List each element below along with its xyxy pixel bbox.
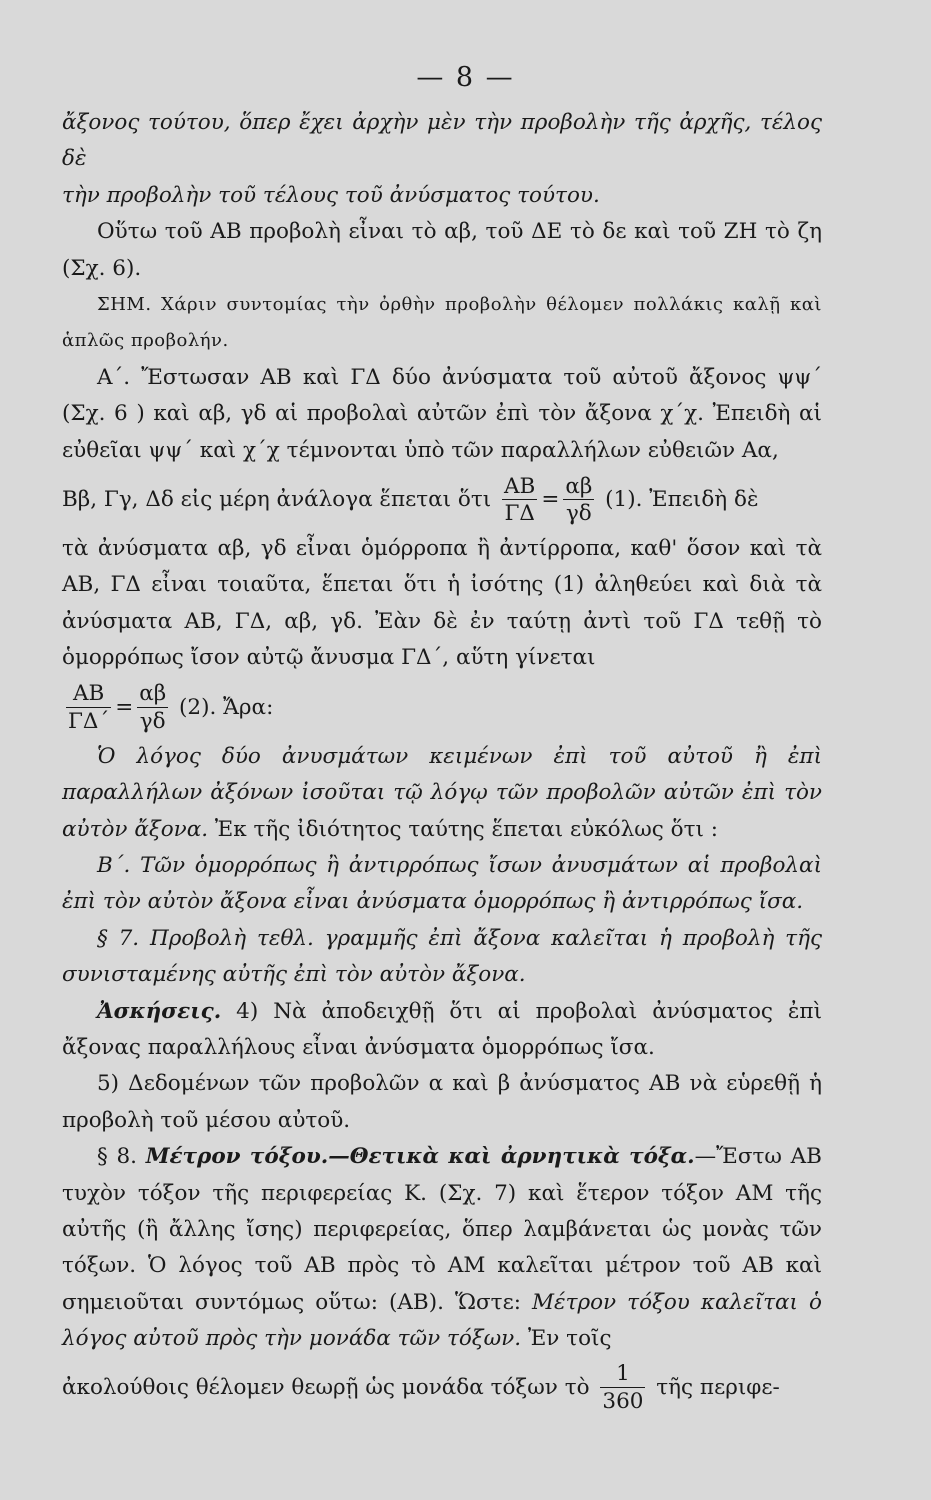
paragraph-theorem-a: Α΄. Ἔστωσαν ΑΒ καὶ ΓΔ δύο ἀνύσματα τοῦ αὐτοῦ ἄξονος ψψ΄ (Σχ. 6 ) καὶ αβ, γδ αἱ προβολαὶ αὐτῶν ἐπὶ τὸν ἄξονα χ΄χ. Ἐπειδὴ αἱ εὐθεῖαι ψψ΄ καὶ χ΄χ τέμνονται ὑπὸ τῶν παραλλήλων εὐθειῶν Αα, bbox=[62, 364, 822, 463]
ratio-line-text: Ββ, Γγ, Δδ εἰς μέρη ἀνάλογα ἕπεται ὅτι bbox=[62, 487, 492, 513]
paragraph-theorem-statement bbox=[62, 739, 822, 848]
paragraph-note: ΣΗΜ. Χάριν συντομίας τὴν ὀρθὴν προβολὴν θέλομεν πολλάκις καλῇ καὶ ἁπλῶς προβολήν. bbox=[62, 294, 822, 352]
fraction-ab-gd-prime bbox=[66, 683, 111, 732]
fraction-numerator: αβ bbox=[139, 681, 167, 707]
equation-2-label: (2). Ἄρα: bbox=[179, 694, 274, 720]
page-number: — 8 — bbox=[416, 62, 515, 93]
section-8-body: —Ἔστω ΑΒ τυχὸν τόξον τῆς περιφερείας Κ. (Σχ. 7) καὶ ἕτερον τόξον ΑΜ τῆς αὐτῆς (ἢ ἄλλης ἴσης) περιφερείας, ὅπερ λαμβάνεται ὡς μονὰς τῶν τόξων. Ὁ λόγος τοῦ ΑΒ πρὸς τὸ ΑΜ καλεῖται μέτρον τοῦ ΑΒ καὶ σημειοῦται συντόμως οὕτω: (ΑΒ). Ὥστε: bbox=[62, 1144, 822, 1315]
paragraph-ratio-line bbox=[62, 469, 822, 531]
arc-measure-definition: Μέτρον τόξου καλεῖται ὁ λόγος αὐτοῦ πρὸς τὴν μονάδα τῶν τόξων. bbox=[62, 1289, 822, 1352]
paragraph-equality: τὰ ἀνύσματα αβ, γδ εἶναι ὁμόρροπα ἢ ἀντίρροπα, καθ' ὅσον καὶ τὰ ΑΒ, ΓΔ εἶναι τοιαῦτα, ἕπεται ὅτι ἡ ἰσότης (1) ἀληθεύει καὶ διὰ τὰ ἀνύσματα ΑΒ, ΓΔ, αβ, γδ. Ἐὰν δὲ ἐν ταύτῃ ἀντὶ τοῦ ΓΔ τεθῇ τὸ ὁμορρόπως ἴσον αὐτῷ ἄνυσμα ΓΔ΄, αὕτη γίνεται bbox=[62, 536, 822, 671]
fraction-denominator: γδ bbox=[137, 707, 168, 733]
theorem-ratio-text: Ὁ λόγος δύο ἀνυσμάτων κειμένων ἐπὶ τοῦ αὐτοῦ ἢ ἐπὶ παραλλήλων ἀξόνων ἰσοῦται τῷ λόγῳ τῶν προβολῶν αὐτῶν ἐπὶ τὸν αὐτὸν ἄξονα. bbox=[62, 743, 822, 842]
paragraph-exercises bbox=[62, 994, 822, 1067]
fraction-ab-gd bbox=[502, 473, 537, 527]
page-text bbox=[62, 105, 822, 1418]
paragraph-axis-end-2: τὴν προβολὴν τοῦ τέλους τοῦ ἀνύσματος τούτου. bbox=[62, 182, 600, 208]
paragraph-theorem-b: Β΄. Τῶν ὁμορρόπως ἢ ἀντιρρόπως ἴσων ἀνυσμάτων αἱ προβολαὶ ἐπὶ τὸν αὐτὸν ἄξονα εἶναι ἀνύσματα ὁμορρόπως ἢ ἀντιρρόπως ἴσα. bbox=[62, 852, 822, 915]
paragraph-axis-end-1: ἄξονος τούτου, ὅπερ ἔχει ἀρχὴν μὲν τὴν προβολὴν τῆς ἀρχῆς, τέλος δὲ bbox=[62, 110, 822, 172]
fraction-1-360 bbox=[600, 1363, 645, 1412]
paragraph-example: Οὕτω τοῦ ΑΒ προβολὴ εἶναι τὸ αβ, τοῦ ΔΕ τὸ δε καὶ τοῦ ΖΗ τὸ ζη (Σχ. 6). bbox=[62, 219, 822, 281]
exercise-4: 4) Νὰ ἀποδειχθῇ ὅτι αἱ προβολαὶ ἀνύσματος ἐπὶ ἄξονας παραλλήλους εἶναι ἀνύσματα ὁμορρόπως ἴσα. bbox=[62, 998, 822, 1060]
section-8-number: § 8. bbox=[97, 1144, 137, 1170]
paragraph-equation-2 bbox=[62, 677, 822, 739]
corollary-intro: Ἐκ τῆς ἰδιότητος ταύτης ἕπεται εὐκόλως ὅτι : bbox=[214, 816, 718, 842]
paragraph-last-line bbox=[62, 1358, 822, 1418]
fraction-numerator: ΑΒ bbox=[72, 681, 105, 707]
paragraph-section-8 bbox=[62, 1139, 822, 1357]
section-8-title: Μέτρον τόξου.—Θετικὰ καὶ ἀρνητικὰ τόξα. bbox=[145, 1144, 695, 1170]
fraction-numerator: αβ bbox=[565, 473, 593, 499]
paragraph-section-7: § 7. Προβολὴ τεθλ. γραμμῆς ἐπὶ ἄξονα καλεῖται ἡ προβολὴ τῆς συνισταμένης αὐτῆς ἐπὶ τὸν αὐτὸν ἄξονα. bbox=[62, 925, 822, 988]
fraction-denominator: γδ bbox=[563, 499, 594, 525]
last-line-text: ἀκολούθοις θέλομεν θεωρῇ ὡς μονάδα τόξων τὸ bbox=[62, 1374, 590, 1400]
fraction-numerator: 1 bbox=[616, 1361, 630, 1387]
exercises-heading: Ἀσκήσεις. bbox=[97, 998, 222, 1024]
fraction-numerator: ΑΒ bbox=[504, 473, 536, 499]
fraction-denominator: 360 bbox=[602, 1388, 644, 1414]
equals-sign: = bbox=[541, 487, 560, 513]
fraction-denominator: ΓΔ΄ bbox=[68, 708, 110, 734]
fraction-ab-gd-small-2 bbox=[137, 683, 168, 732]
equation-1-label: (1). Ἐπειδὴ δὲ bbox=[605, 487, 759, 513]
paragraph-exercise-5: 5) Δεδομένων τῶν προβολῶν α καὶ β ἀνύσματος ΑΒ νὰ εὑρεθῇ ἡ προβολὴ τοῦ μέσου αὐτοῦ. bbox=[62, 1071, 822, 1133]
fraction-ab-gd-small bbox=[563, 473, 594, 527]
equals-sign: = bbox=[115, 694, 134, 720]
last-line-end: τῆς περιφε- bbox=[656, 1374, 780, 1400]
fraction-denominator: ΓΔ bbox=[502, 499, 537, 525]
section-8-continuation: Ἐν τοῖς bbox=[527, 1326, 612, 1352]
